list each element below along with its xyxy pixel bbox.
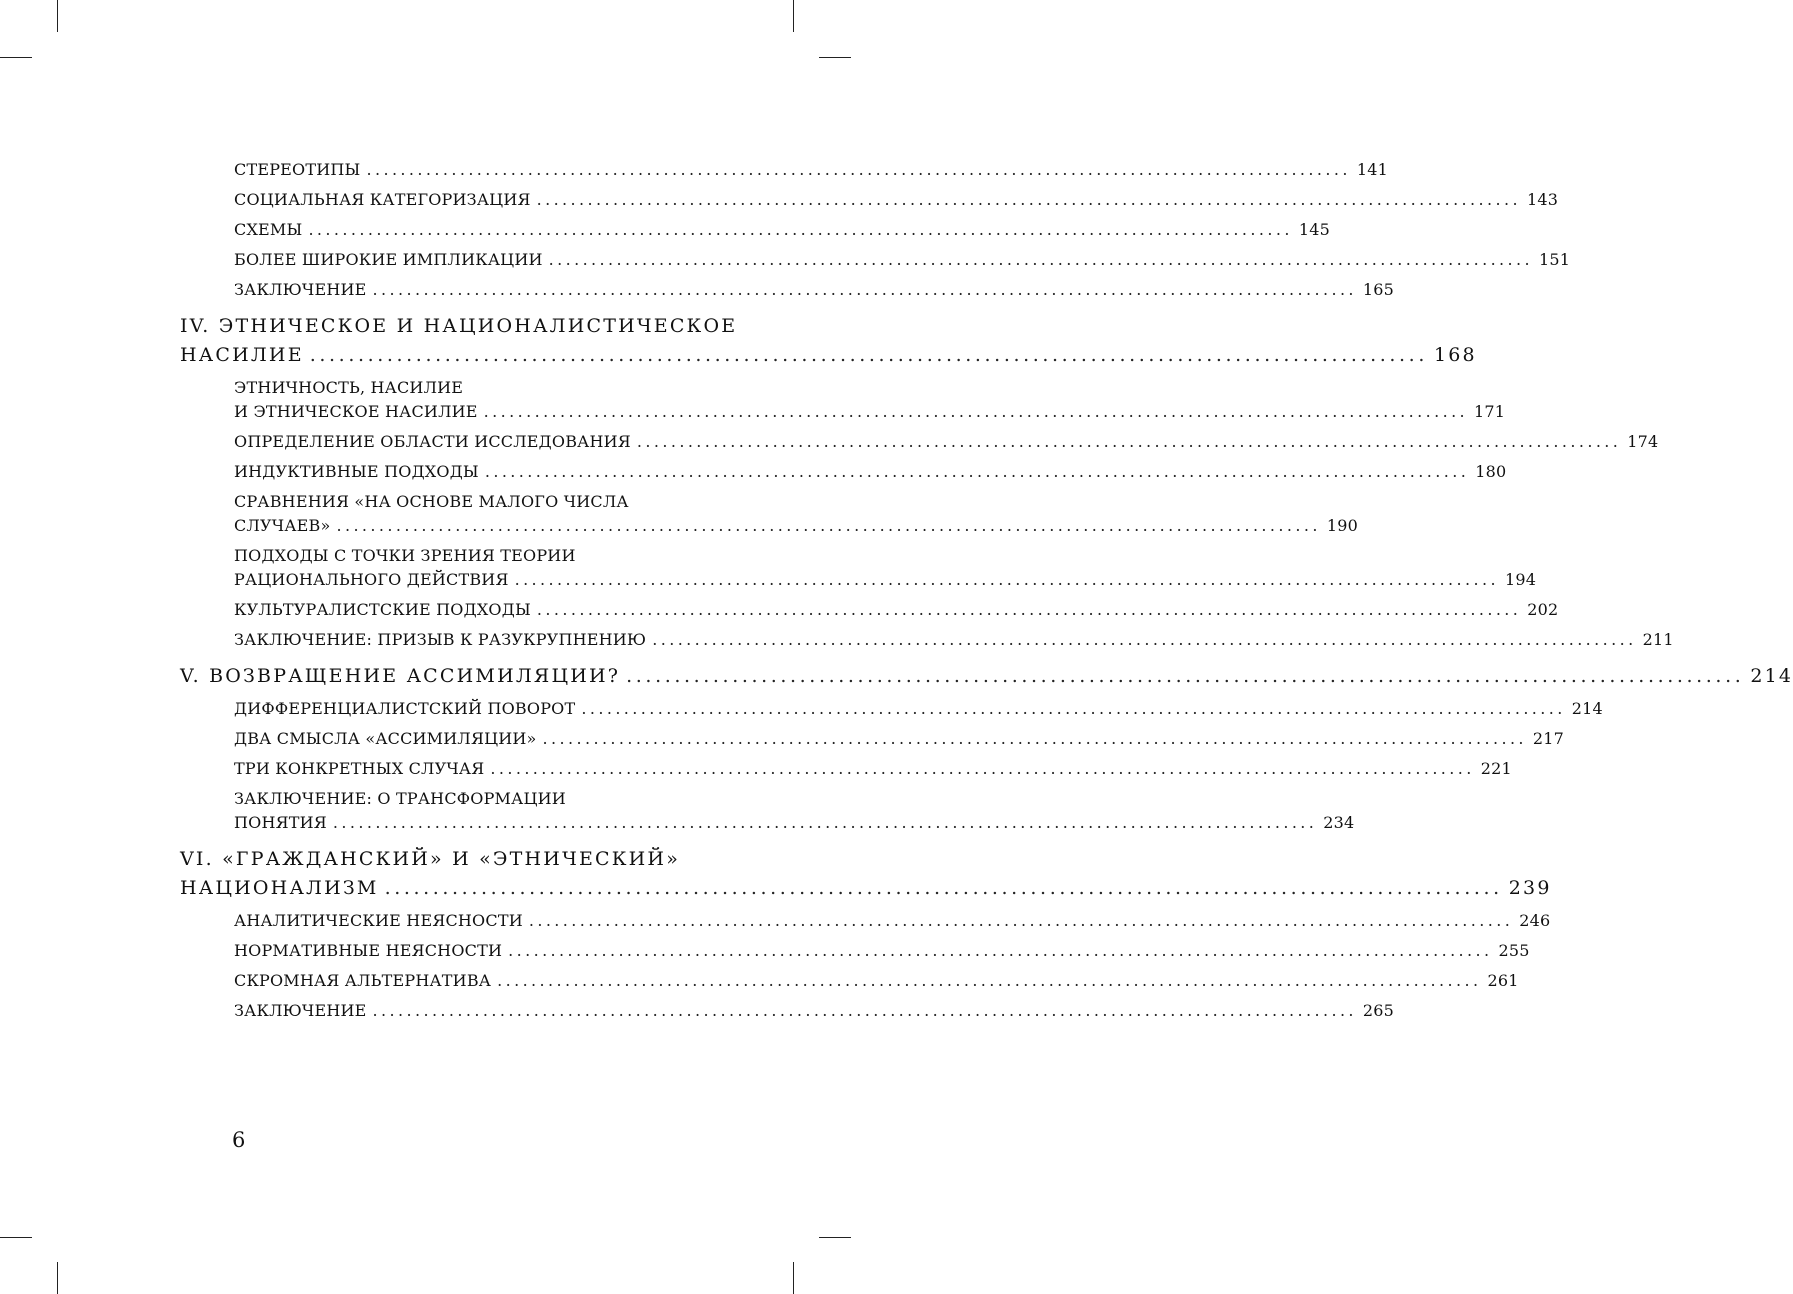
- dot-leader: ....................................................................................................................: [490, 759, 1475, 778]
- crop-mark-bottom-left-vertical: [57, 1262, 58, 1294]
- dot-leader: ....................................................................................................................: [372, 1001, 1357, 1020]
- toc-entry-page: 171: [1474, 402, 1506, 421]
- toc-entry: [234, 999, 1395, 1023]
- toc-entry-page: 221: [1480, 759, 1512, 778]
- toc-entry: [234, 727, 1565, 751]
- chapter-page: 239: [1508, 877, 1552, 899]
- toc-entry-label: СОЦИАЛЬНАЯ КАТЕГОРИЗАЦИЯ: [234, 190, 531, 209]
- dot-leader: ....................................................................................................................: [636, 432, 1622, 451]
- toc-entry-label: РАЦИОНАЛЬНОГО ДЕЙСТВИЯ: [234, 570, 509, 589]
- dot-leader: ....................................................................................................................: [483, 402, 1469, 421]
- toc-entry: [234, 628, 1674, 652]
- dot-leader: ....................................................................................................................: [581, 699, 1566, 718]
- crop-mark-top-right-vertical: [793, 0, 794, 32]
- chapter-heading-vi: [180, 845, 1552, 903]
- toc-entry-label: ОПРЕДЕЛЕНИЕ ОБЛАСТИ ИССЛЕДОВАНИЯ: [234, 432, 631, 451]
- toc-entry-label-line: ЭТНИЧНОСТЬ, НАСИЛИЕ: [234, 378, 464, 397]
- toc-entry: [234, 598, 1559, 622]
- dot-leader: ....................................................................................................................: [548, 250, 1533, 269]
- toc-entry-label: И ЭТНИЧЕСКОЕ НАСИЛИЕ: [234, 402, 478, 421]
- crop-mark-bottom-right-horizontal: [819, 1237, 851, 1238]
- dot-leader: ....................................................................................................................: [332, 813, 1318, 832]
- toc-entry-page: 246: [1519, 911, 1551, 930]
- toc-entry-page: 145: [1298, 220, 1330, 239]
- toc-entry-page: 165: [1362, 280, 1395, 299]
- toc-entry-page: 143: [1526, 190, 1559, 209]
- dot-leader: ....................................................................................................................: [514, 570, 1499, 589]
- toc-entry-page: 141: [1356, 160, 1388, 179]
- dot-leader: ....................................................................................................................: [536, 190, 1521, 209]
- dot-leader: ....................................................................................................................: [528, 911, 1514, 930]
- toc-entry-page: 180: [1475, 462, 1507, 481]
- chapter-title-line: IV. ЭТНИЧЕСКОЕ И НАЦИОНАЛИСТИЧЕСКОЕ: [180, 315, 738, 337]
- toc-entry: [234, 376, 1506, 424]
- toc-entry-page: 194: [1504, 570, 1537, 589]
- toc-entry: [234, 909, 1551, 933]
- crop-mark-top-left-vertical: [57, 0, 58, 32]
- toc-entry-page: 174: [1627, 432, 1659, 451]
- chapter-heading-iv: [180, 312, 1477, 370]
- toc-entry-label-line: ЗАКЛЮЧЕНИЕ: О ТРАНСФОРМАЦИИ: [234, 789, 566, 808]
- toc-entry-label: ДВА СМЫСЛА «АССИМИЛЯЦИИ»: [234, 729, 537, 748]
- dot-leader: ....................................................................................................................: [536, 600, 1522, 619]
- toc-entry-label: ЗАКЛЮЧЕНИЕ: ПРИЗЫВ К РАЗУКРУПНЕНИЮ: [234, 630, 647, 649]
- toc-entry-label-line: СРАВНЕНИЯ «НА ОСНОВЕ МАЛОГО ЧИСЛА: [234, 492, 629, 511]
- toc-entry-label: ДИФФЕРЕНЦИАЛИСТСКИЙ ПОВОРОТ: [234, 699, 576, 718]
- chapter-title: НАСИЛИЕ: [180, 344, 304, 366]
- toc-entry-label: БОЛЕЕ ШИРОКИЕ ИМПЛИКАЦИИ: [234, 250, 543, 269]
- toc-entry: [234, 697, 1603, 721]
- toc-entry-page: 234: [1323, 813, 1355, 832]
- toc-entry: [234, 490, 1358, 538]
- table-of-contents: [180, 158, 1793, 1029]
- chapter-title: V. ВОЗВРАЩЕНИЕ АССИМИЛЯЦИИ?: [180, 665, 621, 687]
- toc-entry-page: 202: [1527, 600, 1559, 619]
- toc-entry: [234, 218, 1330, 242]
- toc-entry: [234, 460, 1507, 484]
- toc-entry-page: 190: [1326, 516, 1358, 535]
- toc-entry-label: СХЕМЫ: [234, 220, 303, 239]
- toc-entry-page: 151: [1539, 250, 1571, 269]
- crop-mark-top-left-horizontal: [0, 57, 32, 58]
- toc-entry: [234, 969, 1519, 993]
- dot-leader: ....................................................................................................................: [309, 344, 1428, 366]
- toc-entry-label: СКРОМНАЯ АЛЬТЕРНАТИВА: [234, 971, 492, 990]
- toc-entry-label: СЛУЧАЕВ»: [234, 516, 331, 535]
- toc-entry-page: 261: [1487, 971, 1519, 990]
- toc-entry-label: ТРИ КОНКРЕТНЫХ СЛУЧАЯ: [234, 759, 485, 778]
- dot-leader: ....................................................................................................................: [484, 462, 1470, 481]
- dot-leader: ....................................................................................................................: [308, 220, 1293, 239]
- toc-entry: [234, 188, 1559, 212]
- toc-entry: [234, 158, 1388, 182]
- toc-entry-label: КУЛЬТУРАЛИСТСКИЕ ПОДХОДЫ: [234, 600, 531, 619]
- dot-leader: ....................................................................................................................: [508, 941, 1493, 960]
- toc-entry: [234, 248, 1571, 272]
- toc-entry-label: СТЕРЕОТИПЫ: [234, 160, 361, 179]
- chapter-vi-sections: [234, 909, 1551, 1023]
- toc-entry-page: 255: [1498, 941, 1530, 960]
- dot-leader: ....................................................................................................................: [542, 729, 1527, 748]
- chapter-page: 168: [1433, 344, 1477, 366]
- chapter-title-line: VI. «ГРАЖДАНСКИЙ» И «ЭТНИЧЕСКИЙ»: [180, 848, 681, 870]
- dot-leader: ....................................................................................................................: [626, 665, 1745, 687]
- toc-entry-page: 211: [1642, 630, 1674, 649]
- dot-leader: ....................................................................................................................: [336, 516, 1321, 535]
- dot-leader: ....................................................................................................................: [366, 160, 1351, 179]
- crop-mark-bottom-right-vertical: [793, 1262, 794, 1294]
- chapter-heading-v: [180, 662, 1793, 691]
- chapter-title: НАЦИОНАЛИЗМ: [180, 877, 379, 899]
- dot-leader: ....................................................................................................................: [384, 877, 1503, 899]
- toc-entry: [234, 430, 1659, 454]
- toc-entry-label: ЗАКЛЮЧЕНИЕ: [234, 280, 367, 299]
- crop-mark-top-right-horizontal: [819, 57, 851, 58]
- toc-entry: [234, 939, 1530, 963]
- toc-entry: [234, 757, 1512, 781]
- crop-mark-bottom-left-horizontal: [0, 1237, 32, 1238]
- toc-entry-label: НОРМАТИВНЫЕ НЕЯСНОСТИ: [234, 941, 503, 960]
- chapter-page: 214: [1750, 665, 1793, 687]
- toc-entry: [234, 787, 1355, 835]
- dot-leader: ....................................................................................................................: [497, 971, 1482, 990]
- toc-entry-page: 214: [1571, 699, 1603, 718]
- toc-entry: [234, 544, 1537, 592]
- page-number: 6: [232, 1128, 246, 1152]
- chapter-iv-sections: [234, 376, 1674, 652]
- toc-entry-page: 265: [1362, 1001, 1395, 1020]
- toc-entry-page: 217: [1532, 729, 1565, 748]
- toc-entry-label: ЗАКЛЮЧЕНИЕ: [234, 1001, 367, 1020]
- toc-section-continued: [234, 158, 1571, 302]
- toc-entry-label: ПОНЯТИЯ: [234, 813, 327, 832]
- chapter-v-sections: [234, 697, 1603, 835]
- toc-entry-label: ИНДУКТИВНЫЕ ПОДХОДЫ: [234, 462, 479, 481]
- dot-leader: ....................................................................................................................: [652, 630, 1637, 649]
- toc-entry: [234, 278, 1395, 302]
- toc-entry-label: АНАЛИТИЧЕСКИЕ НЕЯСНОСТИ: [234, 911, 523, 930]
- dot-leader: ....................................................................................................................: [372, 280, 1357, 299]
- toc-entry-label-line: ПОДХОДЫ С ТОЧКИ ЗРЕНИЯ ТЕОРИИ: [234, 546, 576, 565]
